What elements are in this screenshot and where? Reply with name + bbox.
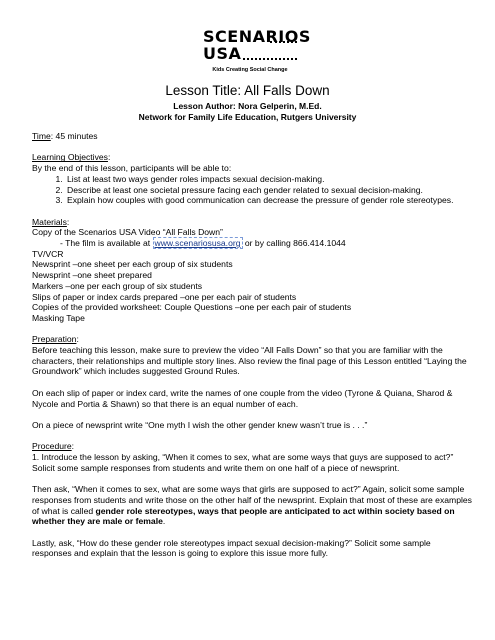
lesson-network: Network for Family Life Education, Rutgers University (138, 112, 357, 122)
time-line (32, 131, 472, 142)
preparation-heading: Preparation: (32, 334, 79, 345)
objectives-intro: By the end of this lesson, participants will be able to: (32, 163, 232, 174)
list-item: Newsprint –one sheet per each group of six students (32, 259, 233, 270)
list-item: 3. Explain how couples with good communication can decrease the pressure of gender role stereotypes. (65, 195, 472, 206)
materials-heading: Materials: (32, 216, 70, 227)
list-item: 1. List at least two ways gender roles impacts sexual decision-making. (65, 174, 472, 185)
logo-dots (270, 41, 297, 43)
list-item: Copies of the provided worksheet: Couple Questions –one per each pair of students (32, 302, 352, 313)
list-item: Masking Tape (32, 312, 85, 323)
logo-dots (243, 58, 297, 60)
logo-line-1: SCENARIOS (203, 27, 311, 46)
gender-role-definition: gender role stereotypes, ways that people are anticipated to act within society based on whether they are male or female (32, 505, 455, 527)
time-value: : 45 minutes (50, 131, 98, 141)
scenarios-usa-logo (203, 27, 311, 80)
list-item: Slips of paper or index cards prepared –one per each pair of students (32, 291, 297, 302)
procedure-heading: Procedure: (32, 441, 75, 452)
preparation-paragraph-3: On a piece of newsprint write “One myth I wish the other gender knew wasn’t true is . . .” (32, 419, 368, 430)
list-item: Newsprint –one sheet prepared (32, 270, 152, 281)
procedure-paragraph-1: 1. Introduce the lesson by asking, “When it comes to sex, what are some ways that guys are supposed to act?” Solicit some sample responses from students and write them on one half of a piece of newsprint. (32, 452, 454, 473)
document-body (32, 131, 472, 559)
list-item: 2. Describe at least one societal pressure facing each gender related to sexual decision-making. (65, 185, 472, 196)
preparation-paragraph-1: Before teaching this lesson, make sure to preview the video “All Falls Down” so that you are familiar with the characters, their relationships and multiple story lines. Also review the final page of this Lesson entitled “Laying the Groundwork” which includes suggested Ground Rules. (32, 345, 467, 377)
lesson-title: Lesson Title: All Falls Down (165, 83, 330, 98)
preparation-paragraph-2: On each slip of paper or index card, write the names of one couple from the video (Tyrone & Quiana, Sharod & Nycole and Portia & Shawn) so that there is an equal number of each. (32, 387, 453, 409)
time-label: Time (32, 131, 51, 141)
scenarios-website-link[interactable]: www.scenariosusa.org (154, 238, 241, 248)
logo-line-2: USA (203, 44, 242, 63)
procedure-paragraph-2: Then ask, “When it comes to sex, what are some ways that girls are supposed to act?” Again, solicit some sample responses from students and write those on the other half of the newsprint. Explain that most of these are examples of what is called gender role stereotypes, ways that people are anticipated to act within society based on whether they are male or female. (32, 484, 472, 527)
list-item: TV/VCR (32, 248, 64, 259)
objectives-list (32, 174, 472, 206)
materials-film-availability: - The film is available at www.scenariosusa.org or by calling 866.414.1044 (60, 238, 346, 248)
materials-video: Copy of the Scenarios USA Video “All Falls Down” (32, 227, 223, 238)
logo-tagline: Kids Creating Social Change (212, 67, 288, 73)
list-item: Markers –one per each group of six students (32, 280, 203, 291)
procedure-paragraph-3: Lastly, ask, “How do these gender role stereotypes impact sexual decision-making?” Solicit some sample responses and explain that the lesson is going to explore this issue more fully. (32, 537, 431, 559)
objectives-heading: Learning Objectives: (32, 152, 111, 163)
lesson-author: Lesson Author: Nora Gelperin, M.Ed. (173, 101, 322, 111)
